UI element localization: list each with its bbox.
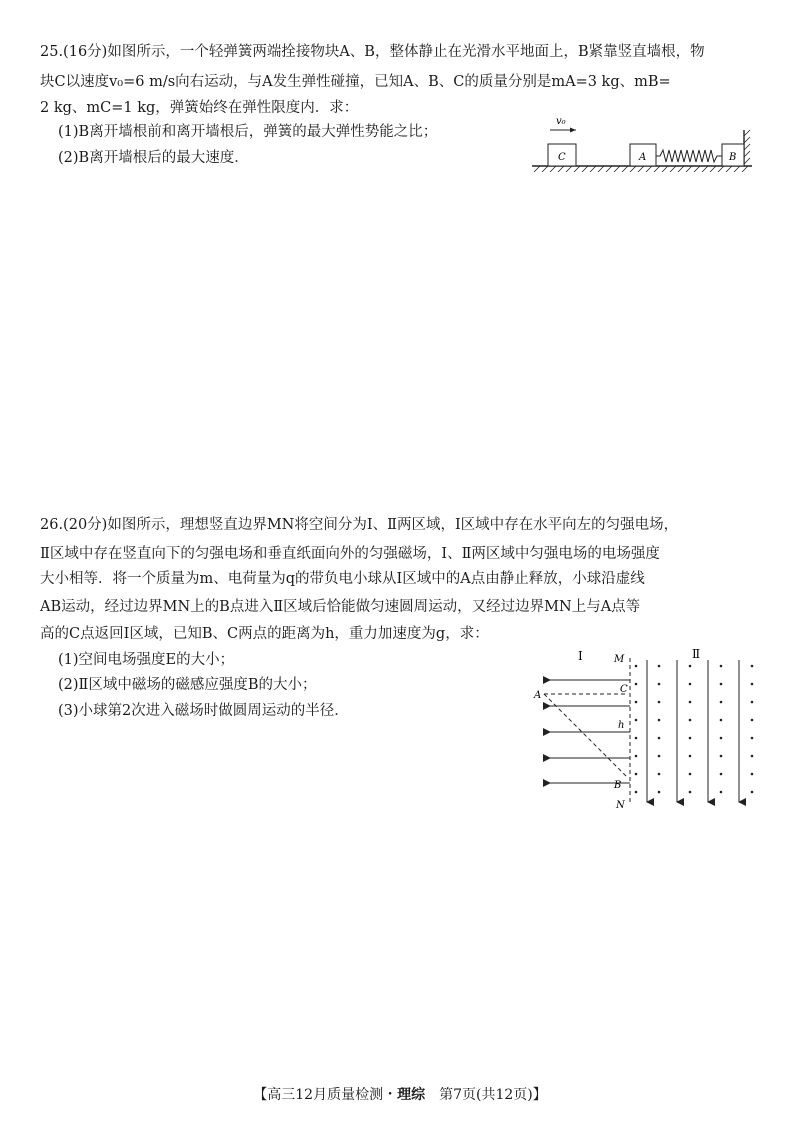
footer-open-bracket: 【 xyxy=(253,1087,268,1103)
q26-line-3: 大小相等．将一个质量为m、电荷量为q的带负电小球从Ⅰ区域中的A点由静止释放，小球沿虚线 xyxy=(40,571,645,587)
block-c-label: C xyxy=(558,152,566,163)
path-ab xyxy=(544,694,628,778)
field-lines-region-2 xyxy=(647,660,739,802)
velocity-arrowhead xyxy=(570,128,576,133)
spring xyxy=(656,150,722,162)
block-b-label: B xyxy=(729,152,737,163)
q26-line-4: AB运动，经过边界MN上的B点进入Ⅱ区域后恰能做匀速圆周运动，又经过边界MN上与A点等 xyxy=(40,599,641,615)
footer-close-bracket: 】 xyxy=(532,1087,547,1103)
q26-sub-1: (1)空间电场强度E的大小； xyxy=(58,652,235,668)
q25-line-3: 2 kg、mC=1 kg，弹簧始终在弹性限度内．求： xyxy=(40,100,359,116)
q25-sub-1: (1)B离开墙根前和离开墙根后，弹簧的最大弹性势能之比； xyxy=(58,124,438,140)
field-lines-region-1 xyxy=(550,680,630,783)
q25-line-2: 块C以速度v₀=6 m/s向右运动，与A发生弹性碰撞，已知A、B、C的质量分别是mA=3 kg、mB= xyxy=(40,74,671,90)
wall-hatch xyxy=(744,130,750,164)
magnetic-field-dots xyxy=(635,665,754,794)
region-1-label: Ⅰ xyxy=(578,649,583,663)
block-a-label: A xyxy=(639,152,647,163)
q26-sub-2: (2)Ⅱ区域中磁场的磁感应强度B的大小； xyxy=(58,677,317,693)
q25-figure xyxy=(530,112,760,184)
label-n: N xyxy=(616,800,625,811)
label-a: A xyxy=(534,690,542,701)
footer-subject: 理综 xyxy=(397,1087,426,1103)
label-m: M xyxy=(614,654,625,665)
q26-line-5: 高的C点返回Ⅰ区域，已知B、C两点的距离为h，重力加速度为g，求： xyxy=(40,626,489,642)
footer-page-number: 第7页(共12页) xyxy=(425,1087,533,1103)
velocity-label: v₀ xyxy=(556,116,566,127)
label-b: B xyxy=(614,780,622,791)
page-footer xyxy=(0,1085,800,1105)
region-2-label: Ⅱ xyxy=(692,647,701,661)
q25-line-1: 25.(16分)如图所示，一个轻弹簧两端拴接物块A、B，整体静止在光滑水平地面上，B紧靠竖直墙根，物 xyxy=(40,44,705,60)
q26-sub-3: (3)小球第2次进入磁场时做圆周运动的半径． xyxy=(58,703,349,719)
q26-line-1: 26.(20分)如图所示，理想竖直边界MN将空间分为Ⅰ、Ⅱ两区域，Ⅰ区域中存在水平向左的匀强电场， xyxy=(40,517,679,533)
q26-figure xyxy=(528,646,768,816)
label-c: C xyxy=(620,684,628,695)
ground-hatch xyxy=(534,166,748,172)
label-h: h xyxy=(618,720,625,731)
footer-title: 高三12月质量检测・ xyxy=(267,1087,398,1103)
q26-line-2: Ⅱ区域中存在竖直向下的匀强电场和垂直纸面向外的匀强磁场，Ⅰ、Ⅱ两区域中匀强电场的电场强度 xyxy=(40,546,660,562)
q25-sub-2: (2)B离开墙根后的最大速度． xyxy=(58,150,249,166)
